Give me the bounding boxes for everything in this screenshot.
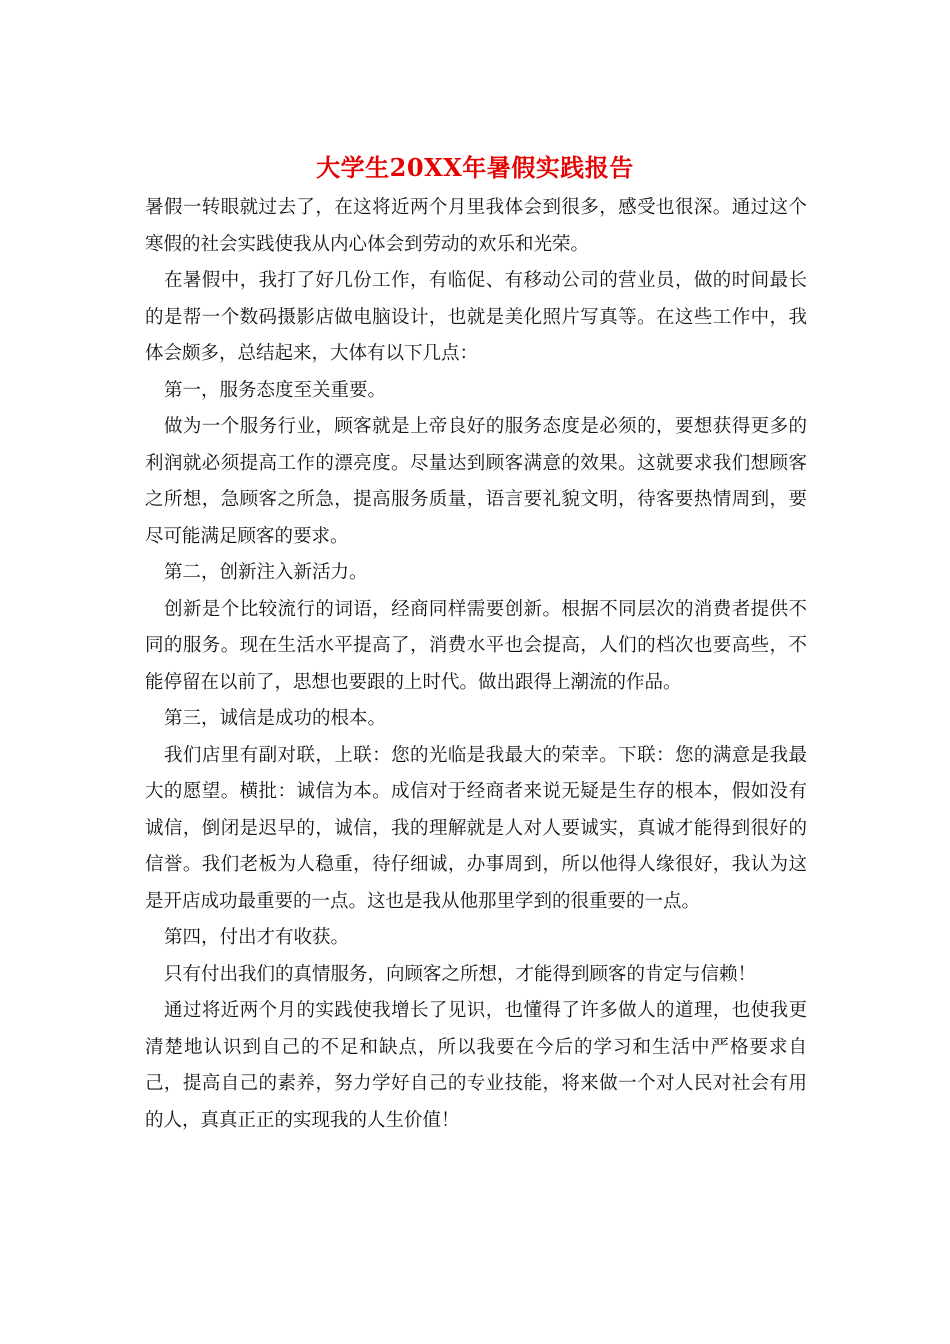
heading-point-four: 第四，付出才有收获。 (164, 927, 350, 948)
document-title: 大学生20XX年暑假实践报告 (316, 153, 634, 182)
paragraph-conclusion: 通过将近两个月的实践使我增长了见识，也懂得了许多做人的道理，也使我更清楚地认识到自己的不足和缺点，所以我要在今后的学习和生活中严格要求自己，提高自己的素养，努力学好自己的专业技能，将来做一个对人民对社会有用的人，真真正正的实现我的人生价值！ (145, 1000, 807, 1131)
document-body (145, 190, 807, 1139)
paragraph-integrity: 我们店里有副对联，上联：您的光临是我最大的荣幸。下联：您的满意是我最大的愿望。横批：诚信为本。成信对于经商者来说无疑是生存的根本，假如没有诚信，倒闭是迟早的，诚信，我的理解就是人对人要诚实，真诚才能得到很好的信誉。我们老板为人稳重，待仔细诚，办事周到，所以他得人缘很好，我认为这是开店成功最重要的一点。这也是我从他那里学到的很重要的一点。 (145, 744, 807, 912)
heading-point-three: 第三，诚信是成功的根本。 (164, 708, 387, 729)
heading-point-one: 第一，服务态度至关重要。 (164, 379, 387, 401)
paragraph-effort: 只有付出我们的真情服务，向顾客之所想，才能得到顾客的肯定与信赖！ (164, 963, 757, 985)
paragraph-innovation: 创新是个比较流行的词语，经商同样需要创新。根据不同层次的消费者提供不同的服务。现在生活水平提高了，消费水平也会提高，人们的档次也要高些，不能停留在以前了，思想也要跟的上时代。做出跟得上潮流的作品。 (145, 598, 807, 693)
paragraph-service-attitude: 做为一个服务行业，顾客就是上帝良好的服务态度是必须的，要想获得更多的利润就必须提高工作的漂亮度。尽量达到顾客满意的效果。这就要求我们想顾客之所想，急顾客之所急，提高服务质量，语言要礼貌文明，待客要热情周到，要尽可能满足顾客的要求。 (145, 416, 807, 547)
paragraph-summer-jobs: 在暑假中，我打了好几份工作，有临促、有移动公司的营业员，做的时间最长的是帮一个数码摄影店做电脑设计，也就是美化照片写真等。在这些工作中，我体会颇多，总结起来，大体有以下几点： (145, 270, 807, 364)
heading-point-two: 第二，创新注入新活力。 (164, 562, 368, 583)
paragraph-intro: 暑假一转眼就过去了，在这将近两个月里我体会到很多，感受也很深。通过这个寒假的社会实践使我从内心体会到劳动的欢乐和光荣。 (145, 197, 807, 255)
